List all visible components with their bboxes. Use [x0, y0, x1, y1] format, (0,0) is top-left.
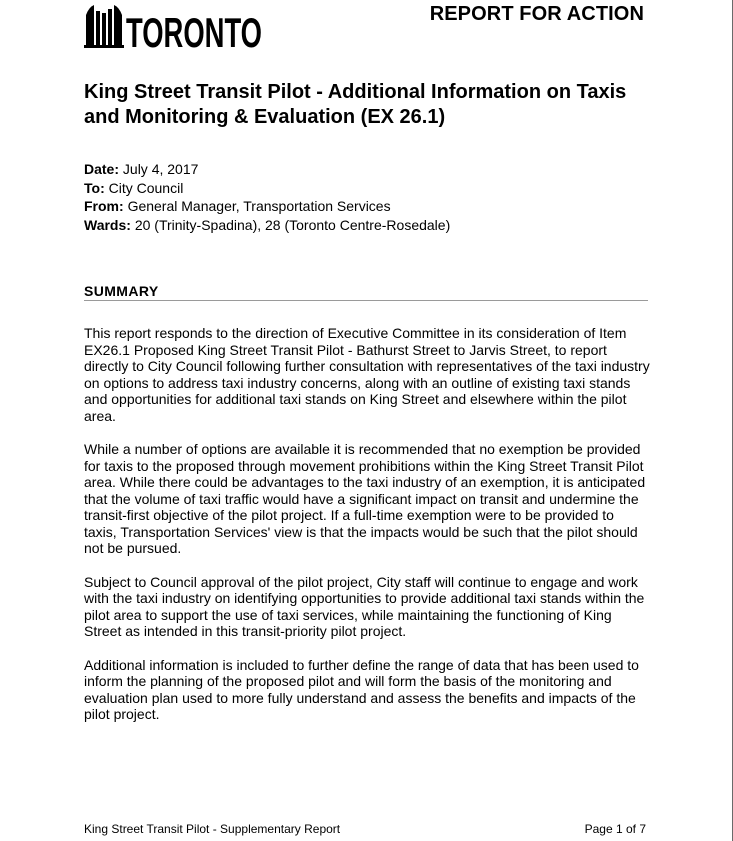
summary-paragraph: Additional information is included to further define the range of data that has been used to inform the planning of the proposed pilot and will form the basis of the monitoring and evaluation plan used to more fully understand and assess the benefits and impacts of the pilot project. — [84, 656, 639, 722]
date-row — [84, 160, 450, 179]
summary-heading: SUMMARY — [84, 283, 648, 301]
report-title: King Street Transit Pilot - Additional Information on Taxis and Monitoring & Evaluation (EX 26.1) — [84, 81, 627, 128]
summary-paragraph: Subject to Council approval of the pilot project, City staff will continue to engage and work with the taxi industry on identifying opportunities to provide additional taxi stands within the pilot area to support the use of taxi services, while maintaining the functioning of King Street as intended in this transit-priority pilot project. — [84, 573, 645, 639]
date-value: July 4, 2017 — [122, 161, 199, 177]
toronto-logo — [84, 3, 264, 56]
footer-page-number: Page 1 of 7 — [584, 822, 646, 836]
to-label: To: — [84, 179, 105, 196]
to-value: City Council — [108, 179, 184, 196]
to-row — [84, 179, 450, 198]
city-hall-icon — [84, 5, 124, 48]
report-type-label: REPORT FOR ACTION — [429, 3, 644, 25]
wards-row — [84, 216, 450, 235]
footer-report-name: King Street Transit Pilot - Supplementary Report — [84, 822, 341, 836]
summary-body — [84, 325, 650, 740]
wards-value: 20 (Trinity-Spadina), 28 (Toronto Centre-Rosedale) — [134, 216, 451, 233]
summary-paragraph: While a number of options are available it is recommended that no exemption be provided for taxis to the proposed through movement prohibitions within the King Street Transit Pilot area. While there could be advantages to the taxi industry of an exemption, it is anticipated that the volume of taxi traffic would have a significant impact on transit and undermine the transit-first objective of the pilot project. If a full-time exemption were to be provided to taxis, Transportation Services' view is that the impacts would be such that the pilot should not be pursued. — [84, 441, 646, 556]
report-meta — [84, 160, 450, 234]
wards-label: Wards: — [84, 216, 131, 233]
from-label: From: — [84, 198, 124, 214]
from-value: General Manager, Transportation Services — [127, 198, 391, 214]
date-label: Date: — [84, 161, 120, 177]
from-row — [84, 197, 450, 216]
summary-paragraph: This report responds to the direction of Executive Committee in its consideration of Item EX26.1 Proposed King Street Transit Pilot - Bathurst Street to Jarvis Street, to report directly to City Council following further consultation with representatives of the taxi industry on options to address taxi industry concerns, along with an outline of existing taxi stands and opportunities for additional taxi stands on King Street and elsewhere within the pilot area. — [84, 325, 650, 424]
logo-wordmark: TORONTO — [126, 9, 262, 56]
